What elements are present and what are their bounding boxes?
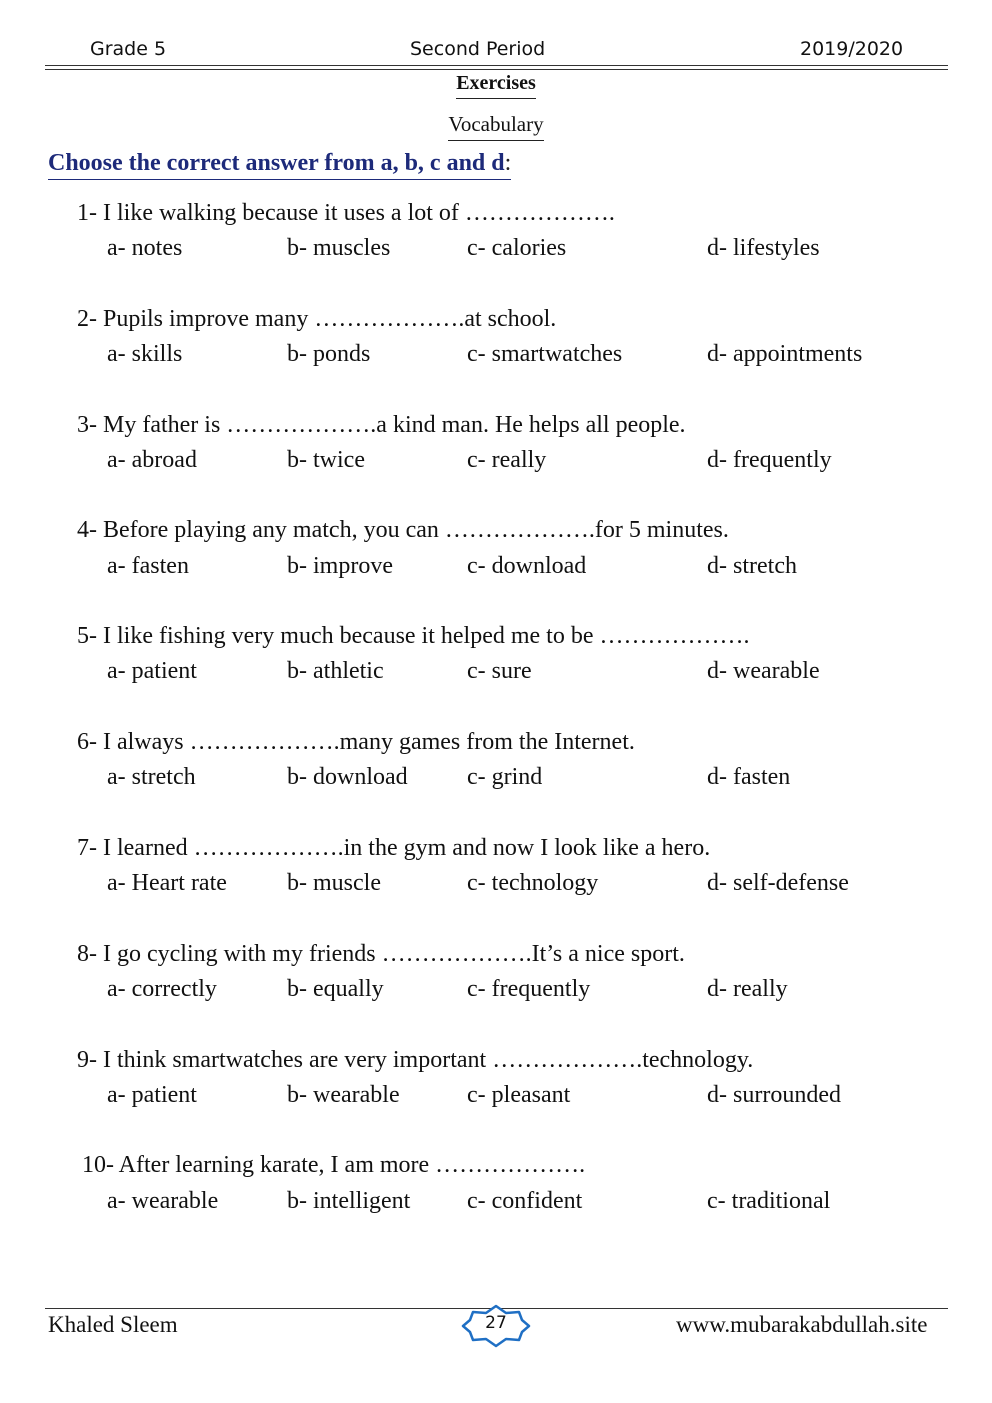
option-6b: b- download bbox=[287, 764, 408, 790]
option-9d: d- surrounded bbox=[707, 1082, 841, 1108]
option-3b: b- twice bbox=[287, 447, 365, 473]
option-3d: d- frequently bbox=[707, 447, 832, 473]
option-5d: d- wearable bbox=[707, 658, 820, 684]
option-10b: b- intelligent bbox=[287, 1188, 411, 1214]
footer-author: Khaled Sleem bbox=[48, 1312, 178, 1337]
option-8c: c- frequently bbox=[467, 976, 591, 1002]
option-1b: b- muscles bbox=[287, 235, 391, 261]
option-8d: d- really bbox=[707, 976, 788, 1002]
question-8: 8- I go cycling with my friends ……………….It’s a nice sport. bbox=[77, 941, 685, 967]
question-1: 1- I like walking because it uses a lot of ………………. bbox=[77, 200, 615, 226]
option-6d: d- fasten bbox=[707, 764, 791, 790]
exercises-heading: Exercises bbox=[0, 72, 992, 99]
question-6: 6- I always ……………….many games from the Internet. bbox=[77, 729, 635, 755]
option-3c: c- really bbox=[467, 447, 547, 473]
question-9: 9- I think smartwatches are very important ……………….technology. bbox=[77, 1047, 754, 1073]
option-5c: c- sure bbox=[467, 658, 532, 684]
option-8b: b- equally bbox=[287, 976, 384, 1002]
option-7c: c- technology bbox=[467, 870, 599, 896]
option-7b: b- muscle bbox=[287, 870, 381, 896]
option-1d: d- lifestyles bbox=[707, 235, 820, 261]
option-2a: a- skills bbox=[107, 341, 183, 367]
option-2c: c- smartwatches bbox=[467, 341, 623, 367]
option-9c: c- pleasant bbox=[467, 1082, 571, 1108]
option-7d: d- self-defense bbox=[707, 870, 849, 896]
option-5a: a- patient bbox=[107, 658, 197, 684]
question-4: 4- Before playing any match, you can ……………….for 5 minutes. bbox=[77, 517, 729, 543]
option-1a: a- notes bbox=[107, 235, 183, 261]
option-2d: d- appointments bbox=[707, 341, 863, 367]
instruction-heading: Choose the correct answer from a, b, c and d: bbox=[48, 150, 511, 180]
option-6c: c- grind bbox=[467, 764, 543, 790]
header-grade: Grade 5 bbox=[90, 38, 167, 60]
option-4b: b- improve bbox=[287, 553, 393, 579]
vocabulary-heading: Vocabulary bbox=[0, 112, 992, 141]
option-9a: a- patient bbox=[107, 1082, 197, 1108]
option-7a: a- Heart rate bbox=[107, 870, 227, 896]
question-3: 3- My father is ……………….a kind man. He helps all people. bbox=[77, 412, 686, 438]
question-2: 2- Pupils improve many ……………….at school. bbox=[77, 306, 557, 332]
question-7: 7- I learned ……………….in the gym and now I look like a hero. bbox=[77, 835, 711, 861]
header-year: 2019/2020 bbox=[800, 38, 904, 60]
option-2b: b- ponds bbox=[287, 341, 371, 367]
option-10d: c- traditional bbox=[707, 1188, 831, 1214]
option-10a: a- wearable bbox=[107, 1188, 219, 1214]
header-divider bbox=[45, 65, 948, 66]
page-number: 27 bbox=[485, 1313, 507, 1333]
option-8a: a- correctly bbox=[107, 976, 217, 1002]
header-period: Second Period bbox=[410, 38, 546, 60]
option-9b: b- wearable bbox=[287, 1082, 400, 1108]
option-3a: a- abroad bbox=[107, 447, 197, 473]
option-1c: c- calories bbox=[467, 235, 567, 261]
footer-website[interactable]: www.mubarakabdullah.site bbox=[676, 1312, 928, 1337]
option-5b: b- athletic bbox=[287, 658, 384, 684]
option-6a: a- stretch bbox=[107, 764, 196, 790]
option-10c: c- confident bbox=[467, 1188, 583, 1214]
option-4c: c- download bbox=[467, 553, 587, 579]
question-10: 10- After learning karate, I am more ………………. bbox=[82, 1152, 586, 1178]
option-4d: d- stretch bbox=[707, 553, 797, 579]
option-4a: a- fasten bbox=[107, 553, 189, 579]
question-5: 5- I like fishing very much because it helped me to be ………………. bbox=[77, 623, 750, 649]
header-divider-thin bbox=[45, 69, 948, 70]
